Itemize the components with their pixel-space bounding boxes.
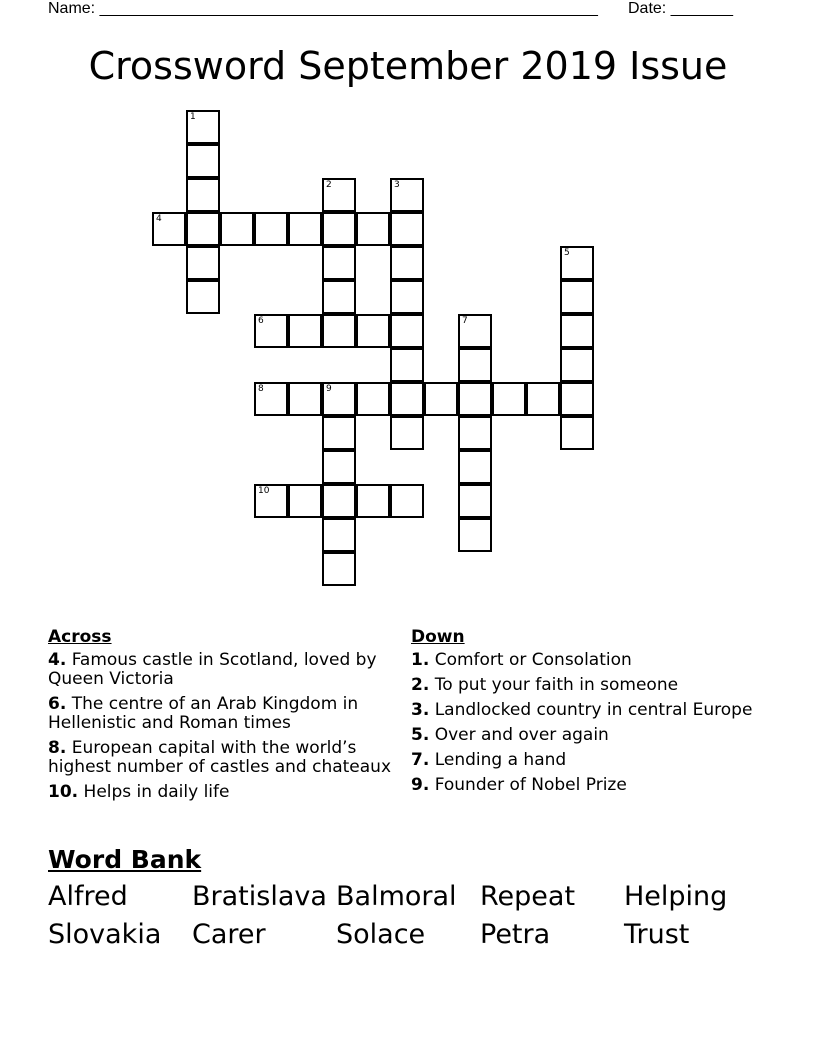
clue-number: 7. xyxy=(411,750,430,770)
clue-across-6 xyxy=(48,695,393,733)
crossword-cell[interactable] xyxy=(254,382,288,416)
crossword-cell[interactable] xyxy=(288,314,322,348)
clue-number: 4. xyxy=(48,650,67,670)
crossword-cell[interactable] xyxy=(186,144,220,178)
crossword-cell[interactable] xyxy=(458,416,492,450)
word-bank-item: Alfred xyxy=(48,881,128,912)
cell-number: 7 xyxy=(462,316,468,326)
crossword-cell[interactable] xyxy=(322,484,356,518)
crossword-cell[interactable] xyxy=(356,382,390,416)
clue-text: Comfort or Consolation xyxy=(434,650,632,670)
word-bank-item: Repeat xyxy=(480,881,576,912)
clue-number: 1. xyxy=(411,650,430,670)
crossword-cell[interactable] xyxy=(424,382,458,416)
clue-number: 8. xyxy=(48,738,67,758)
clue-number: 9. xyxy=(411,775,430,795)
crossword-cell[interactable] xyxy=(186,246,220,280)
clue-text: European capital with the world’s highest number of castles and chateaux xyxy=(48,738,392,777)
clue-text: Over and over again xyxy=(434,725,609,745)
crossword-cell[interactable] xyxy=(356,212,390,246)
word-bank-item: Helping xyxy=(624,881,728,912)
clue-across-8 xyxy=(48,739,393,777)
crossword-cell[interactable] xyxy=(458,484,492,518)
crossword-cell[interactable] xyxy=(458,314,492,348)
clue-down-7 xyxy=(411,751,756,770)
word-bank-title: Word Bank xyxy=(48,845,202,874)
clue-number: 6. xyxy=(48,694,67,714)
crossword-cell[interactable] xyxy=(322,382,356,416)
crossword-cell[interactable] xyxy=(390,484,424,518)
crossword-cell[interactable] xyxy=(492,382,526,416)
crossword-cell[interactable] xyxy=(356,314,390,348)
clue-across-10 xyxy=(48,783,393,802)
crossword-cell[interactable] xyxy=(322,212,356,246)
crossword-cell[interactable] xyxy=(458,382,492,416)
crossword-cell[interactable] xyxy=(322,416,356,450)
clue-text: Founder of Nobel Prize xyxy=(434,775,627,795)
crossword-cell[interactable] xyxy=(458,518,492,552)
clue-text: Lending a hand xyxy=(434,750,567,770)
word-bank-item: Trust xyxy=(624,919,690,950)
crossword-cell[interactable] xyxy=(322,450,356,484)
crossword-cell[interactable] xyxy=(390,416,424,450)
clue-text: Landlocked country in central Europe xyxy=(434,700,753,720)
crossword-cell[interactable] xyxy=(322,178,356,212)
crossword-cell[interactable] xyxy=(186,110,220,144)
crossword-cell[interactable] xyxy=(390,178,424,212)
crossword-cell[interactable] xyxy=(560,416,594,450)
crossword-cell[interactable] xyxy=(186,212,220,246)
cell-number: 4 xyxy=(156,214,162,224)
crossword-cell[interactable] xyxy=(322,280,356,314)
crossword-cell[interactable] xyxy=(560,314,594,348)
across-clues xyxy=(48,628,393,808)
crossword-cell[interactable] xyxy=(560,246,594,280)
crossword-cell[interactable] xyxy=(322,552,356,586)
crossword-cell[interactable] xyxy=(390,212,424,246)
crossword-cell[interactable] xyxy=(254,212,288,246)
date-field[interactable]: Date: _______ xyxy=(628,0,733,17)
word-bank-item: Carer xyxy=(192,919,266,950)
clue-number: 2. xyxy=(411,675,430,695)
crossword-cell[interactable] xyxy=(322,246,356,280)
clue-across-4 xyxy=(48,651,393,689)
word-bank-item: Bratislava xyxy=(192,881,327,912)
cell-number: 6 xyxy=(258,316,264,326)
crossword-cell[interactable] xyxy=(526,382,560,416)
crossword-cell[interactable] xyxy=(458,450,492,484)
word-bank-item: Solace xyxy=(336,919,426,950)
clue-down-3 xyxy=(411,701,756,720)
clue-text: The centre of an Arab Kingdom in Hellenistic and Roman times xyxy=(48,694,359,733)
clue-text: Famous castle in Scotland, loved by Queen Victoria xyxy=(48,650,377,689)
crossword-cell[interactable] xyxy=(322,314,356,348)
clue-number: 5. xyxy=(411,725,430,745)
crossword-cell[interactable] xyxy=(390,382,424,416)
crossword-cell[interactable] xyxy=(288,212,322,246)
clue-down-5 xyxy=(411,726,756,745)
cell-number: 9 xyxy=(326,384,332,394)
clue-down-1 xyxy=(411,651,756,670)
crossword-cell[interactable] xyxy=(390,314,424,348)
name-field[interactable]: Name: ________________________________________________________ xyxy=(48,0,598,17)
cell-number: 1 xyxy=(190,112,196,122)
cell-number: 8 xyxy=(258,384,264,394)
crossword-cell[interactable] xyxy=(356,484,390,518)
clue-text: To put your faith in someone xyxy=(434,675,679,695)
clue-number: 10. xyxy=(48,782,79,802)
across-heading: Across xyxy=(48,627,112,647)
crossword-cell[interactable] xyxy=(560,280,594,314)
word-bank-item: Balmoral xyxy=(336,881,457,912)
clue-down-9 xyxy=(411,776,756,795)
crossword-cell[interactable] xyxy=(288,484,322,518)
clue-text: Helps in daily life xyxy=(83,782,230,802)
crossword-cell[interactable] xyxy=(220,212,254,246)
cell-number: 3 xyxy=(394,180,400,190)
word-bank-item: Petra xyxy=(480,919,551,950)
crossword-cell[interactable] xyxy=(560,348,594,382)
crossword-cell[interactable] xyxy=(560,382,594,416)
cell-number: 5 xyxy=(564,248,570,258)
crossword-cell[interactable] xyxy=(458,348,492,382)
down-clues xyxy=(411,628,756,801)
crossword-cell[interactable] xyxy=(390,348,424,382)
crossword-cell[interactable] xyxy=(322,518,356,552)
crossword-cell[interactable] xyxy=(186,280,220,314)
crossword-cell[interactable] xyxy=(390,246,424,280)
down-heading: Down xyxy=(411,627,465,647)
clue-number: 3. xyxy=(411,700,430,720)
crossword-cell[interactable] xyxy=(390,280,424,314)
word-bank-item: Slovakia xyxy=(48,919,162,950)
crossword-cell[interactable] xyxy=(186,178,220,212)
crossword-cell[interactable] xyxy=(254,484,288,518)
cell-number: 2 xyxy=(326,180,332,190)
cell-number: 10 xyxy=(258,486,270,496)
page-title: Crossword September 2019 Issue xyxy=(88,44,728,88)
crossword-cell[interactable] xyxy=(152,212,186,246)
crossword-cell[interactable] xyxy=(288,382,322,416)
clue-down-2 xyxy=(411,676,756,695)
crossword-cell[interactable] xyxy=(254,314,288,348)
